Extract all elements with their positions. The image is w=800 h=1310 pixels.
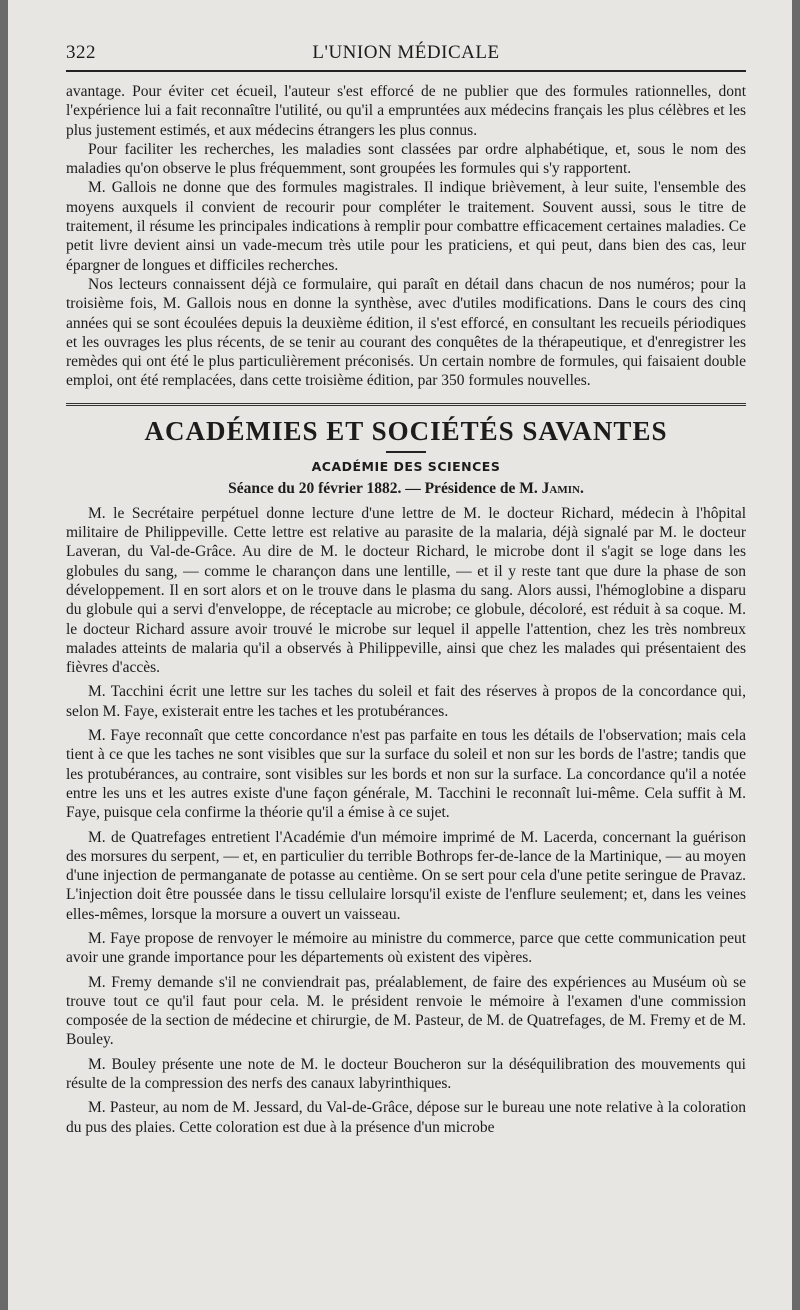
title-rule xyxy=(386,451,426,453)
paragraph: M. Tacchini écrit une lettre sur les taches du soleil et fait des réserves à propos de la concordance qui, selon M. Faye, existerait entre les taches et les protubérances. xyxy=(66,683,746,720)
paragraph: Nos lecteurs connaissent déjà ce formulaire, qui paraît en détail dans chacun de nos numéros; pour la troisième fois, M. Gallois nous en donne la synthèse, avec d'utiles modifications. Dans le cours des cinq années qui se sont écoulées depuis la deuxième édition, il s'est efforcé, en consultant les recueils périodiques et les ouvrages les plus récents, de se tenir au courant des conquêtes de la thérapeutique, et d'enregistrer les remèdes qui ont été le plus particulièrement préconisés. Un certain nombre de formules, qui faisaient double emploi, ont été remplacées, dans cette troisième édition, par 350 formules nouvelles. xyxy=(66,275,746,390)
seance-president: Jamin xyxy=(541,479,580,497)
section-divider xyxy=(66,403,746,406)
page-number: 322 xyxy=(66,42,96,63)
section-title: ACADÉMIES ET SOCIÉTÉS SAVANTES xyxy=(144,415,668,446)
journal-page xyxy=(8,0,792,1310)
paragraph: M. Fremy demande s'il ne conviendrait pas, préalablement, de faire des expériences au Muséum où se trouve tout ce qu'il faut pour cela. M. le président renvoie le mémoire à l'examen d'une commission composée de la section de médecine et chirurgie, de M. Pasteur, de M. de Quatrefages, de M. Fremy et de M. Bouley. xyxy=(66,973,746,1049)
journal-title: L'UNION MÉDICALE xyxy=(312,42,500,63)
subsection-title: ACADÉMIE DES SCIENCES xyxy=(311,458,501,474)
paragraph: M. le Secrétaire perpétuel donne lecture d'une lettre de M. le docteur Richard, médecin à l'hôpital militaire de Philippeville. Cette lettre est relative au parasite de la malaria, déjà signalé par M. le docteur Laveran, du Val-de-Grâce. Au dire de M. le docteur Richard, le microbe dont il s'agit se loge dans les globules du sang, — comme le charançon dans une lentille, — et il y reste tant que dure la phase de son développement. Il en sort alors et on le trouve dans le plasma du sang. Alors aussi, l'hémoglobine a disparu du globule qui a servi d'enveloppe, de réceptacle au microbe; ce globule, décoloré, est réduit à sa coque. M. le docteur Richard assure avoir trouvé le microbe sur lequel il appelle l'attention, chez les très nombreux malades atteints de malaria qu'il a observés à Philippeville, ainsi que chez les malades qui présentaient des fièvres d'accès. xyxy=(66,504,746,677)
running-head xyxy=(66,42,746,72)
seance-line xyxy=(66,480,746,498)
paragraph: M. Faye reconnaît que cette concordance n'est pas parfaite en tous les détails de l'observation; mais cela tient à ce que les taches ne sont visibles que sur la surface du soleil et non sur les bords de l'astre; tandis que les protubérances, au contraire, sont visibles sur les bords et non sur la surface. La concordance qu'il a notée entre les uns et les autres existe d'une façon générale, M. Tacchini le reconnaît lui-même. Cela suffit à M. Faye, puisque cela confirme la théorie qu'il a émise à ce sujet. xyxy=(66,727,746,822)
review-text xyxy=(66,82,746,391)
session-report xyxy=(66,504,746,1137)
paragraph: M. Faye propose de renvoyer le mémoire au ministre du commerce, parce que cette communication peut avoir une grande importance pour les départements où existent des vipères. xyxy=(66,929,746,967)
paragraph: Pour faciliter les recherches, les maladies sont classées par ordre alphabétique, et, sous le nom des maladies qu'on observe le plus fréquemment, sont groupées les formules qui s'y rapportent. xyxy=(66,140,746,178)
seance-prefix: Séance du 20 février 1882. — Présidence de M. xyxy=(228,479,538,497)
paragraph: avantage. Pour éviter cet écueil, l'auteur s'est efforcé de ne publier que des formules rationnelles, dont l'expérience lui a fait reconnaître l'utilité, ou qu'il a empruntées aux médecins français les plus célèbres et les plus justement estimés, et aux médecins étrangers les plus connus. xyxy=(66,83,746,139)
seance-suffix: . xyxy=(579,479,584,497)
paragraph: M. Pasteur, au nom de M. Jessard, du Val-de-Grâce, dépose sur le bureau une note relative à la coloration du pus des plaies. Cette coloration est due à la présence d'un microbe xyxy=(66,1099,746,1136)
paragraph: M. de Quatrefages entretient l'Académie d'un mémoire imprimé de M. Lacerda, concernant la guérison des morsures du serpent, — et, en particulier du terrible Bothrops fer-de-lance de la Martinique, — au moyen d'une injection de permanganate de potasse au centième. On se sert pour cela d'une petite seringue de Pravaz. L'injection doit être poussée dans le tissu cellulaire lorsqu'il existe de l'enflure seulement; et, dans les veines elles-mêmes, lorsque la morsure a ouvert un vaisseau. xyxy=(66,828,746,923)
paragraph: M. Gallois ne donne que des formules magistrales. Il indique brièvement, à leur suite, l'ensemble des moyens auxquels il convient de recourir pour compléter le traitement. Souvent aussi, sous le titre de traitement, il résume les principales indications à remplir pour combattre efficacement certaines maladies. Ce petit livre devient ainsi un vade-mecum très utile pour les praticiens, et qui peut, dans bien des cas, leur épargner de longues et difficiles recherches. xyxy=(66,179,746,274)
paragraph: M. Bouley présente une note de M. le docteur Boucheron sur la déséquilibration des mouvements qui résulte de la compression des nerfs des canaux labyrinthiques. xyxy=(66,1055,746,1093)
